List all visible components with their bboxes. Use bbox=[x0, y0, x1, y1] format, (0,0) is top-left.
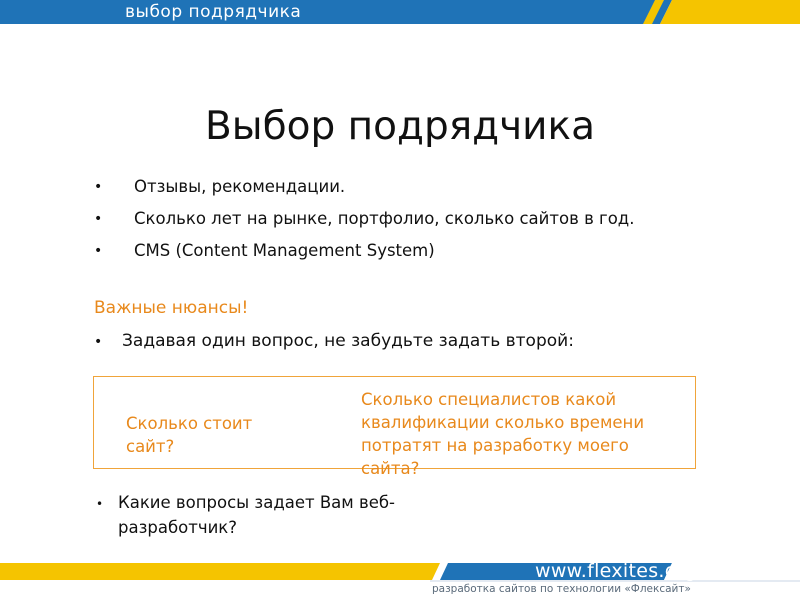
bullet-text: Сколько лет на рынке, портфолио, сколько сайтов в год. bbox=[134, 209, 635, 228]
last-question-line1: Какие вопросы задает Вам веб- bbox=[118, 493, 395, 512]
box-left-question: Сколько стоит сайт? bbox=[126, 414, 253, 456]
last-question bbox=[96, 491, 456, 539]
bullet-dot-icon: • bbox=[94, 243, 103, 259]
bullet-dot-icon: • bbox=[94, 179, 103, 195]
header-yellow-stripe bbox=[660, 0, 800, 24]
bullet-text: CMS (Content Management System) bbox=[134, 241, 435, 260]
bullet-dot-icon: • bbox=[94, 211, 103, 227]
question-intro-text: Задавая один вопрос, не забудьте задать второй: bbox=[122, 331, 574, 351]
header-band bbox=[0, 0, 800, 24]
question-intro bbox=[94, 330, 574, 353]
bullet-dot-icon: • bbox=[94, 334, 103, 350]
header-title: выбор подрядчика bbox=[125, 2, 302, 22]
last-question-line2: разработчик? bbox=[118, 518, 238, 537]
bullet-text: Отзывы, рекомендации. bbox=[134, 177, 346, 196]
footer-yellow-stripe bbox=[0, 563, 440, 580]
header-blue-stripe bbox=[0, 0, 672, 24]
bullet-dot-icon: • bbox=[96, 497, 104, 511]
footer-tagline: разработка сайтов по технологии «Флексайт» bbox=[432, 583, 691, 595]
footer-url-link[interactable]: www.flexites.org bbox=[535, 560, 697, 582]
slide-title: Выбор подрядчика bbox=[205, 104, 595, 149]
box-right-question: Сколько специалистов какой квалификации сколько времени потратят на разработку моего сайта? bbox=[361, 390, 645, 478]
nuance-heading: Важные нюансы! bbox=[94, 298, 249, 318]
